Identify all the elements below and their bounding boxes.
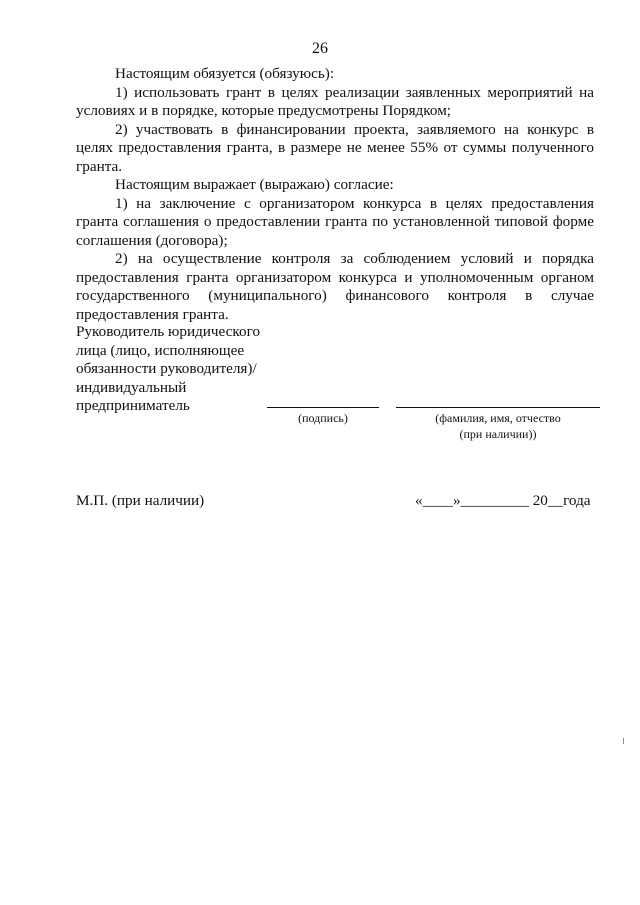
signer-title-line: Руководитель юридического [76, 323, 261, 340]
paragraph-consent-2: 2) на осуществление контроля за соблюдением условий и порядка предоставления гранта организатором конкурса и уполномоченным органом государственного (муниципального) финансового контроля в случае предоставления гранта. [76, 250, 594, 323]
date-line: «____»_________ 20__года [415, 492, 591, 509]
paragraph-consent-intro: Настоящим выражает (выражаю) согласие: [115, 176, 394, 193]
full-name-caption-line: (при наличии)) [459, 427, 537, 441]
obligations-text [76, 65, 594, 324]
signer-title [76, 323, 276, 416]
paragraph-obligation-2: 2) участвовать в финансировании проекта, заявляемого на конкурс в целях предоставления гранта, в размере не менее 55% от суммы полученного гранта. [76, 120, 594, 175]
signer-title-line: индивидуальный [76, 378, 187, 396]
full-name-line [396, 407, 600, 408]
full-name-caption-line: (фамилия, имя, отчество [435, 411, 561, 425]
signature-line [267, 407, 379, 408]
scan-mark [623, 738, 624, 744]
page-number: 26 [312, 40, 328, 57]
signer-title-line: лица (лицо, исполняющее [76, 341, 245, 359]
signature-caption: (подпись) [298, 411, 348, 425]
paragraph-obligation-intro: Настоящим обязуется (обязуюсь): [115, 65, 335, 82]
paragraph-consent-1: 1) на заключение с организатором конкурса в целях предоставления гранта соглашения о предоставлении гранта по установленной типовой форме соглашения (договора); [76, 194, 594, 249]
paragraph-obligation-1: 1) использовать грант в целях реализации заявленных мероприятий на условиях и в порядке, которые предусмотрены Порядком; [76, 83, 594, 119]
stamp-label: М.П. (при наличии) [76, 492, 205, 509]
signer-title-line: обязанности руководителя)/ [76, 360, 257, 377]
signer-title-line: предприниматель [76, 397, 190, 414]
full-name-caption [396, 410, 600, 442]
